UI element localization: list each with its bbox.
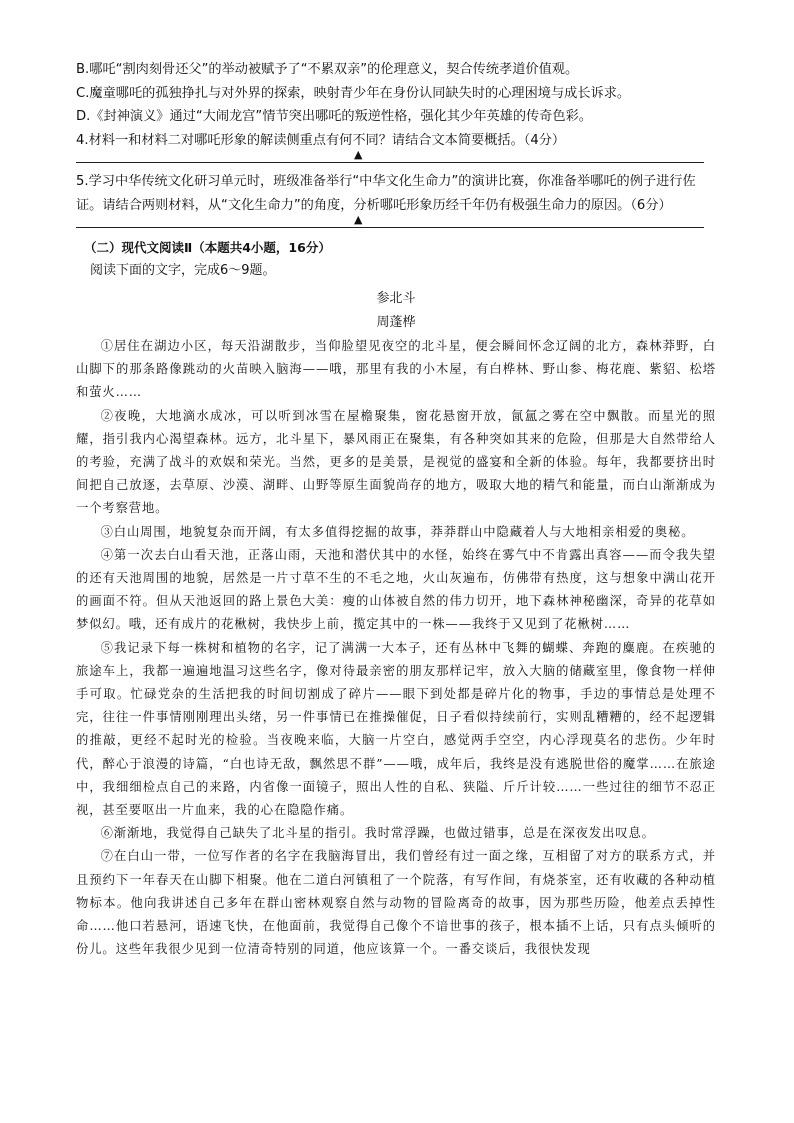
- article-paragraph: ④第一次去白山看天池，正落山雨，天池和潜伏其中的水怪，始终在雾气中不肯露出真容——而令我失望的还有天池周围的地貌，居然是一片寸草不生的不毛之地，火山灰遍布，仿佛带有热度，这与想象中满山花开的画面不符。但从天池返回的路上景色大美：瘦的山体被自然的伟力切开，地下森林神秘幽深，奇异的花草如梦似幻。哦，还有成片的花楸树，我快步上前，揽定其中的一株——我终于又见到了花楸树……: [76, 547, 716, 632]
- article-paragraph: ⑤我记录下每一株树和植物的名字，记了满满一大本子，还有丛林中飞舞的蝴蝶、奔跑的麋鹿。在疾驰的旅途车上，我都一遍遍地温习这些名字，像对待最亲密的朋友那样记牢，放入大脑的储藏室里，像食物一样伸手可取。忙碌党杂的生活把我的时间切割成了碎片——眼下到处都是碎片化的物事，手边的事情总是处理不完，往往一件事情刚刚理出头绪，另一件事情已在推操催促，日子看似持续前行，实则乱糟糟的，经不起逻辑的推敲，更经不起时光的检验。当夜晚来临，大脑一片空白，感觉两手空空，内心浮现莫名的悲伤。少年时代，醉心于浪漫的诗篇，“白也诗无敌，飘然思不群”——哦，成年后，我终是没有逃脱世俗的魔掌……在旅途中，我细细检点自己的来路，内省像一面镜子，照出人性的自私、狭隘、斤斤计较……一些过往的细节不忍正视，甚至要呕出一片血来，我的心在隐隐作痛。: [76, 640, 716, 818]
- option-b: B.哪吒“割肉刻骨还父”的举动被赋予了“不累双亲”的伦理意义，契合传统孝道价值观。: [76, 62, 579, 77]
- article-paragraph: ⑥渐渐地，我觉得自己缺失了北斗星的指引。我时常浮躁，也做过错事，总是在深夜发出叹息。: [100, 826, 655, 841]
- answer-line: [76, 148, 716, 166]
- section-title: （二）现代文阅读Ⅱ（本题共4小题，16分）: [84, 240, 331, 255]
- article-paragraph: ⑦在白山一带，一位写作者的名字在我脑海冒出，我们曾经有过一面之缘，互相留了对方的联系方式，并且预约下一年春天在山脚下相聚。他在二道白河镇租了一个院落，有写作间，有烧茶室，还有收藏的各种动植物标本。他向我讲述自己多年在群山密林观察自然与动物的冒险离奇的故事，因为那些历险，他差点丢掉性命……他口若悬河，语速飞快，在他面前，我觉得自己像个不谙世事的孩子，根本插不上话，只有点头倾听的份儿。这些年我很少见到一位清奇特别的同道，他应该算一个。一番交谈后，我很快发现: [76, 849, 716, 957]
- triangle-icon: ▲: [354, 213, 363, 226]
- option-c: C.魔童哪吒的孤独挣扎与对外界的探索，映射青少年在身份认同缺失时的心理困境与成长诉求。: [76, 85, 631, 101]
- question-5: 5.学习中华传统文化研习单元时，班级准备举行“中华文化生命力”的演讲比赛，你准备举哪吒的例子进行佐证。请结合两则材料，从“文化生命力”的角度，分析哪吒形象历经千年仍有极强生命力的原因。（6分）: [76, 174, 696, 213]
- exam-page: [76, 58, 716, 961]
- answer-rule: [76, 162, 704, 163]
- article-title: 参北斗: [376, 291, 416, 306]
- answer-rule: [76, 227, 704, 228]
- article-author: 周蓬桦: [376, 315, 416, 330]
- article-paragraph: ②夜晚，大地滴水成冰，可以听到冰雪在屋檐聚集，窗花悬窗开放，氤氲之雾在空中飘散。而星光的照耀，指引我内心渴望森林。远方，北斗星下，暴风雨正在聚集，有各种突如其来的危险，但那是大自然带给人的考验，充满了战斗的欢娱和荣光。当然，更多的是美景，是视觉的盛宴和全新的体验。每年，我都要挤出时间把自己放逐，去草原、沙漠、湖畔、山野等原生面貌尚存的地方，吸取大地的精气和能量，而白山渐渐成为一个考察营地。: [76, 408, 716, 516]
- article-paragraph: ③白山周围，地貌复杂而开阔，有太多值得挖掘的故事，莽莽群山中隐藏着人与大地相亲相爱的奥秘。: [100, 524, 695, 539]
- triangle-icon: ▲: [354, 148, 363, 161]
- article-paragraph: ①居住在湖边小区，每天沿湖散步，当仰脸望见夜空的北斗星，便会瞬间怀念辽阔的北方，森林莽野，白山脚下的那条路像跳动的火苗映入脑海——哦，那里有我的小木屋，有白桦林、野山参、梅花鹿、紫貂、松塔和萤火……: [76, 339, 716, 400]
- question-4: 4.材料一和材料二对哪吒形象的解读侧重点有何不同？请结合文本简要概括。（4分）: [76, 132, 566, 148]
- answer-line: [76, 213, 716, 231]
- reading-instruction: 阅读下面的文字，完成6～9题。: [90, 263, 276, 278]
- option-d: D.《封神演义》通过“大闹龙宫”情节突出哪吒的叛逆性格，强化其少年英雄的传奇色彩。: [76, 109, 592, 124]
